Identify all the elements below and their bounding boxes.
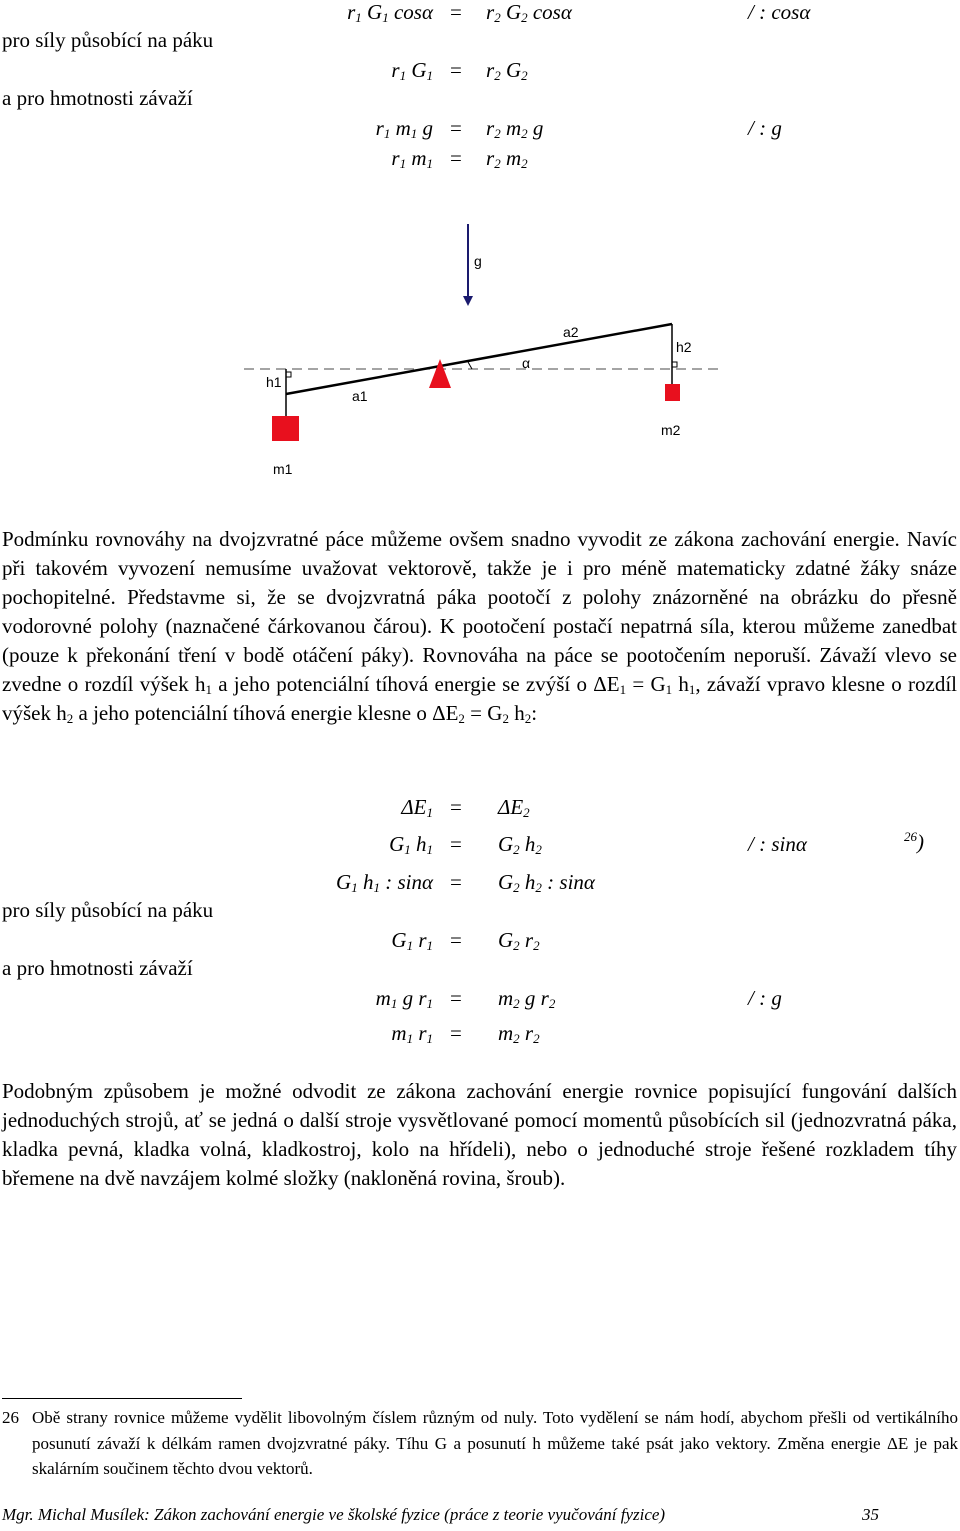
mid-eq-row-5-eq: = — [450, 986, 462, 1010]
top-eq-row-3-rhs: $r_2$ $m_2$ g — [486, 116, 544, 141]
diagram-background — [240, 198, 718, 494]
mid-eq-row-6-lhs: $m_1$ $r_1$ — [391, 1021, 433, 1046]
top-eq-row-3-lhs: $r_1$ $m_1$ g — [375, 116, 433, 141]
paragraph-other-machines: Podobným způsobem je možné odvodit ze zákona zachování energie rovnice popisující fungování dalších jednoduchých strojů, ať se jedná o další stroje vysvětlované pomocí momentů působících sil (jednozvratná páka, kladka pevná, kladka volná, kladkostroj, kolo na hřídeli), nebo o jednoduché stroje řešené rozkladem tíhy břemene na dvě navzájem kolmé složky (nakloněná rovina, šroub). — [2, 1079, 957, 1190]
mid-eq-row-1-eq: = — [450, 795, 462, 819]
label-masses-2: a pro hmotnosti závaží — [2, 956, 193, 980]
top-eq-row-3-eq: = — [450, 116, 462, 140]
top-eq-row-4-rhs: $r_2$ $m_2$ — [486, 146, 528, 171]
paragraph-energy-derivation: Podmínku rovnováhy na dvojzvratné páce můžeme ovšem snadno vyvodit ze zákona zachování energie. Navíc při takovém vyvození nemusíme uvažovat vektorově, takže je i pro méně matematicky zdatné žáky snáze pochopitelné. Představme si, že se dvojzvratná páka pootočí z polohy znázorněné na obrázku do přesně vodorovné polohy (naznačené čárkovanou čárou). K pootočení postačí nepatrná síla, kterou můžeme zanedbat (pouze k překonání tření v bodě otáčení páky). Rovnováha na páce se pootočením neporuší. Závaží vlevo se zvedne o rozdíl výšek $h_1$ a jeho potenciální tíhová energie se zvýší o $\Delta E_1 = G_1$ $h_1$, závaží vpravo klesne o rozdíl výšek $h_2$ a jeho potenciální tíhová energie klesne o $\Delta E_2 = G_2$ $h_2$: — [2, 527, 957, 726]
mid-eq-row-3-eq: = — [450, 870, 462, 894]
page-number: 35 — [862, 1505, 879, 1524]
mid-eq-row-3-rhs: $G_2$ $h_2$ : sinα — [498, 870, 595, 895]
mid-eq-row-1-rhs: $\Delta E_2$ — [498, 795, 530, 820]
mid-eq-row-4-rhs: $G_2$ $r_2$ — [498, 928, 540, 953]
mid-eq-row-2-rhs: $G_2$ $h_2$ — [498, 832, 542, 857]
mid-eq-row-3-lhs: $G_1$ $h_1$ : sinα — [336, 870, 433, 895]
label-m2: m2 — [661, 422, 681, 438]
weight-m2 — [665, 384, 680, 401]
mid-eq-row-2-lhs: $G_1$ $h_1$ — [389, 832, 433, 857]
footnote-number: 26 — [2, 1408, 19, 1427]
top-eq-row-2-lhs: $r_1$ $G_1$ — [391, 58, 433, 83]
label-alpha: α — [522, 355, 531, 371]
mid-eq-row-5-lhs: $m_1$ g $r_1$ — [375, 986, 433, 1011]
page-footer — [2, 1505, 958, 1525]
top-eq-row-1-rhs: $r_2$ $G_2$ cosα — [486, 0, 572, 25]
footnote-text: Obě strany rovnice můžeme vydělit libovolným číslem různým od nuly. Toto vydělení se nám hodí, abychom přešli od vertikálního posunutí závaží k délkám ramen dvojzvratné páky. Tíhu G a posunutí h můžeme také psát jako vektory. Změna energie ΔE je pak skalárním součinem těchto dvou vektorů. — [32, 1408, 958, 1478]
label-h1: h1 — [266, 374, 282, 390]
footnote — [2, 1405, 958, 1482]
label-g: g — [474, 253, 482, 269]
top-eq-row-2-rhs: $r_2$ $G_2$ — [486, 58, 528, 83]
top-eq-row-4-eq: = — [450, 146, 462, 170]
label-masses: a pro hmotnosti závaží — [2, 86, 193, 110]
footer-text: Mgr. Michal Musílek: Zákon zachování energie ve školské fyzice (práce z teorie vyučování fyzice) — [2, 1505, 666, 1524]
mid-eq-row-4-eq: = — [450, 928, 462, 952]
top-eq-row-4-lhs: $r_1$ $m_1$ — [391, 146, 433, 171]
lever-diagram — [240, 198, 718, 494]
mid-eq-row-5-rhs: $m_2$ g $r_2$ — [498, 986, 556, 1011]
top-eq-row-1-op: / : cosα — [748, 0, 811, 24]
mid-eq-row-4-lhs: $G_1$ $r_1$ — [391, 928, 433, 953]
top-eq-row-2-eq: = — [450, 58, 462, 82]
footnote-reference: $^{26}$) — [904, 829, 924, 854]
mid-eq-row-1-lhs: $\Delta E_1$ — [401, 795, 433, 820]
label-forces-2: pro síly působící na páku — [2, 898, 214, 922]
top-eq-row-3-op: / : g — [748, 116, 782, 140]
footnote-separator — [2, 1398, 242, 1399]
label-forces: pro síly působící na páku — [2, 28, 214, 52]
mid-eq-row-5-op: / : g — [748, 986, 782, 1010]
label-m1: m1 — [273, 461, 293, 477]
top-eq-row-1-lhs: $r_1$ $G_1$ cosα — [347, 0, 433, 25]
mid-eq-row-6-eq: = — [450, 1021, 462, 1045]
mid-eq-row-2-eq: = — [450, 832, 462, 856]
top-eq-row-1-eq: = — [450, 0, 462, 24]
mid-eq-row-6-rhs: $m_2$ $r_2$ — [498, 1021, 540, 1046]
label-a1: a1 — [352, 388, 368, 404]
weight-m1 — [272, 416, 299, 441]
mid-eq-row-2-op: / : sinα — [748, 832, 807, 856]
label-a2: a2 — [563, 324, 579, 340]
label-h2: h2 — [676, 339, 692, 355]
